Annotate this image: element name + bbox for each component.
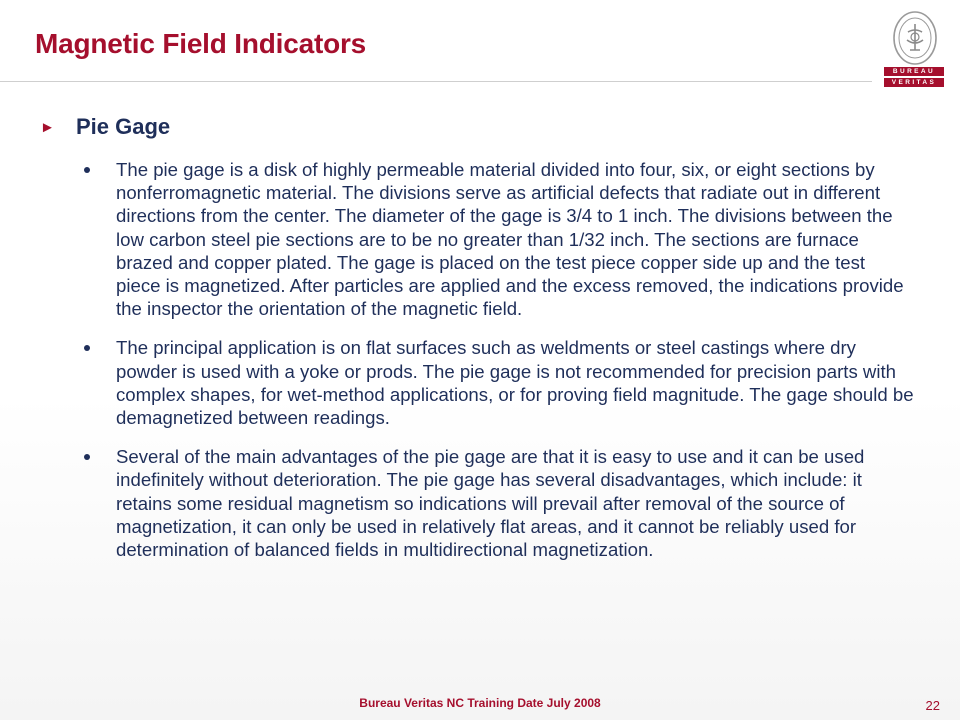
bullet-text: The pie gage is a disk of highly permeable material divided into four, six, or eight sections by nonferromagnetic material. The divisions serve as artificial defects that radiate out in different directions from the center. The diameter of the gage is 3/4 to 1 inch. The divisions between the low carbon steel pie sections are to be no greater than 1/32 inch. The sections are furnace brazed and copper plated. The gage is placed on the test piece copper side up and the test piece is magnetized. After particles are applied and the excess removed, the indications provide the inspector the orientation of the magnetic field. <box>116 159 904 320</box>
bureau-veritas-logo <box>884 10 944 88</box>
logo-wordmark-bottom: VERITAS <box>884 78 944 87</box>
logo-wordmark-top: BUREAU <box>884 67 944 76</box>
bullet-item <box>84 445 914 561</box>
dot-icon <box>84 454 90 460</box>
title-divider <box>0 81 872 82</box>
bullet-text: Several of the main advantages of the pie gage are that it is easy to use and it can be used indefinitely without deterioration. The pie gage has several disadvantages, which include: it retains some residual magnetism so indications will prevail after removal of the source of magnetization, it can only be used in relatively flat areas, and it cannot be reliably used for determination of balanced fields in multidirectional magnetization. <box>116 446 865 561</box>
footer-text: Bureau Veritas NC Training Date July 2008 <box>359 696 601 710</box>
bullet-item <box>84 336 914 429</box>
section-heading: Pie Gage <box>76 114 171 139</box>
page-number: 22 <box>925 698 940 713</box>
dot-icon <box>84 345 90 351</box>
triangle-right-icon: ► <box>40 118 55 136</box>
bullet-text: The principal application is on flat surfaces such as weldments or steel castings where dry powder is used with a yoke or prods. The pie gage is not recommended for precision parts with complex shapes, for wet-method applications, or for proving field magnitude. The gage should be demagnetized between readings. <box>116 337 914 429</box>
bullet-item <box>84 158 914 320</box>
seal-icon <box>892 10 938 66</box>
bullet-list <box>84 158 914 577</box>
slide-title: Magnetic Field Indicators <box>35 28 367 59</box>
section-heading-row <box>40 114 170 140</box>
dot-icon <box>84 167 90 173</box>
